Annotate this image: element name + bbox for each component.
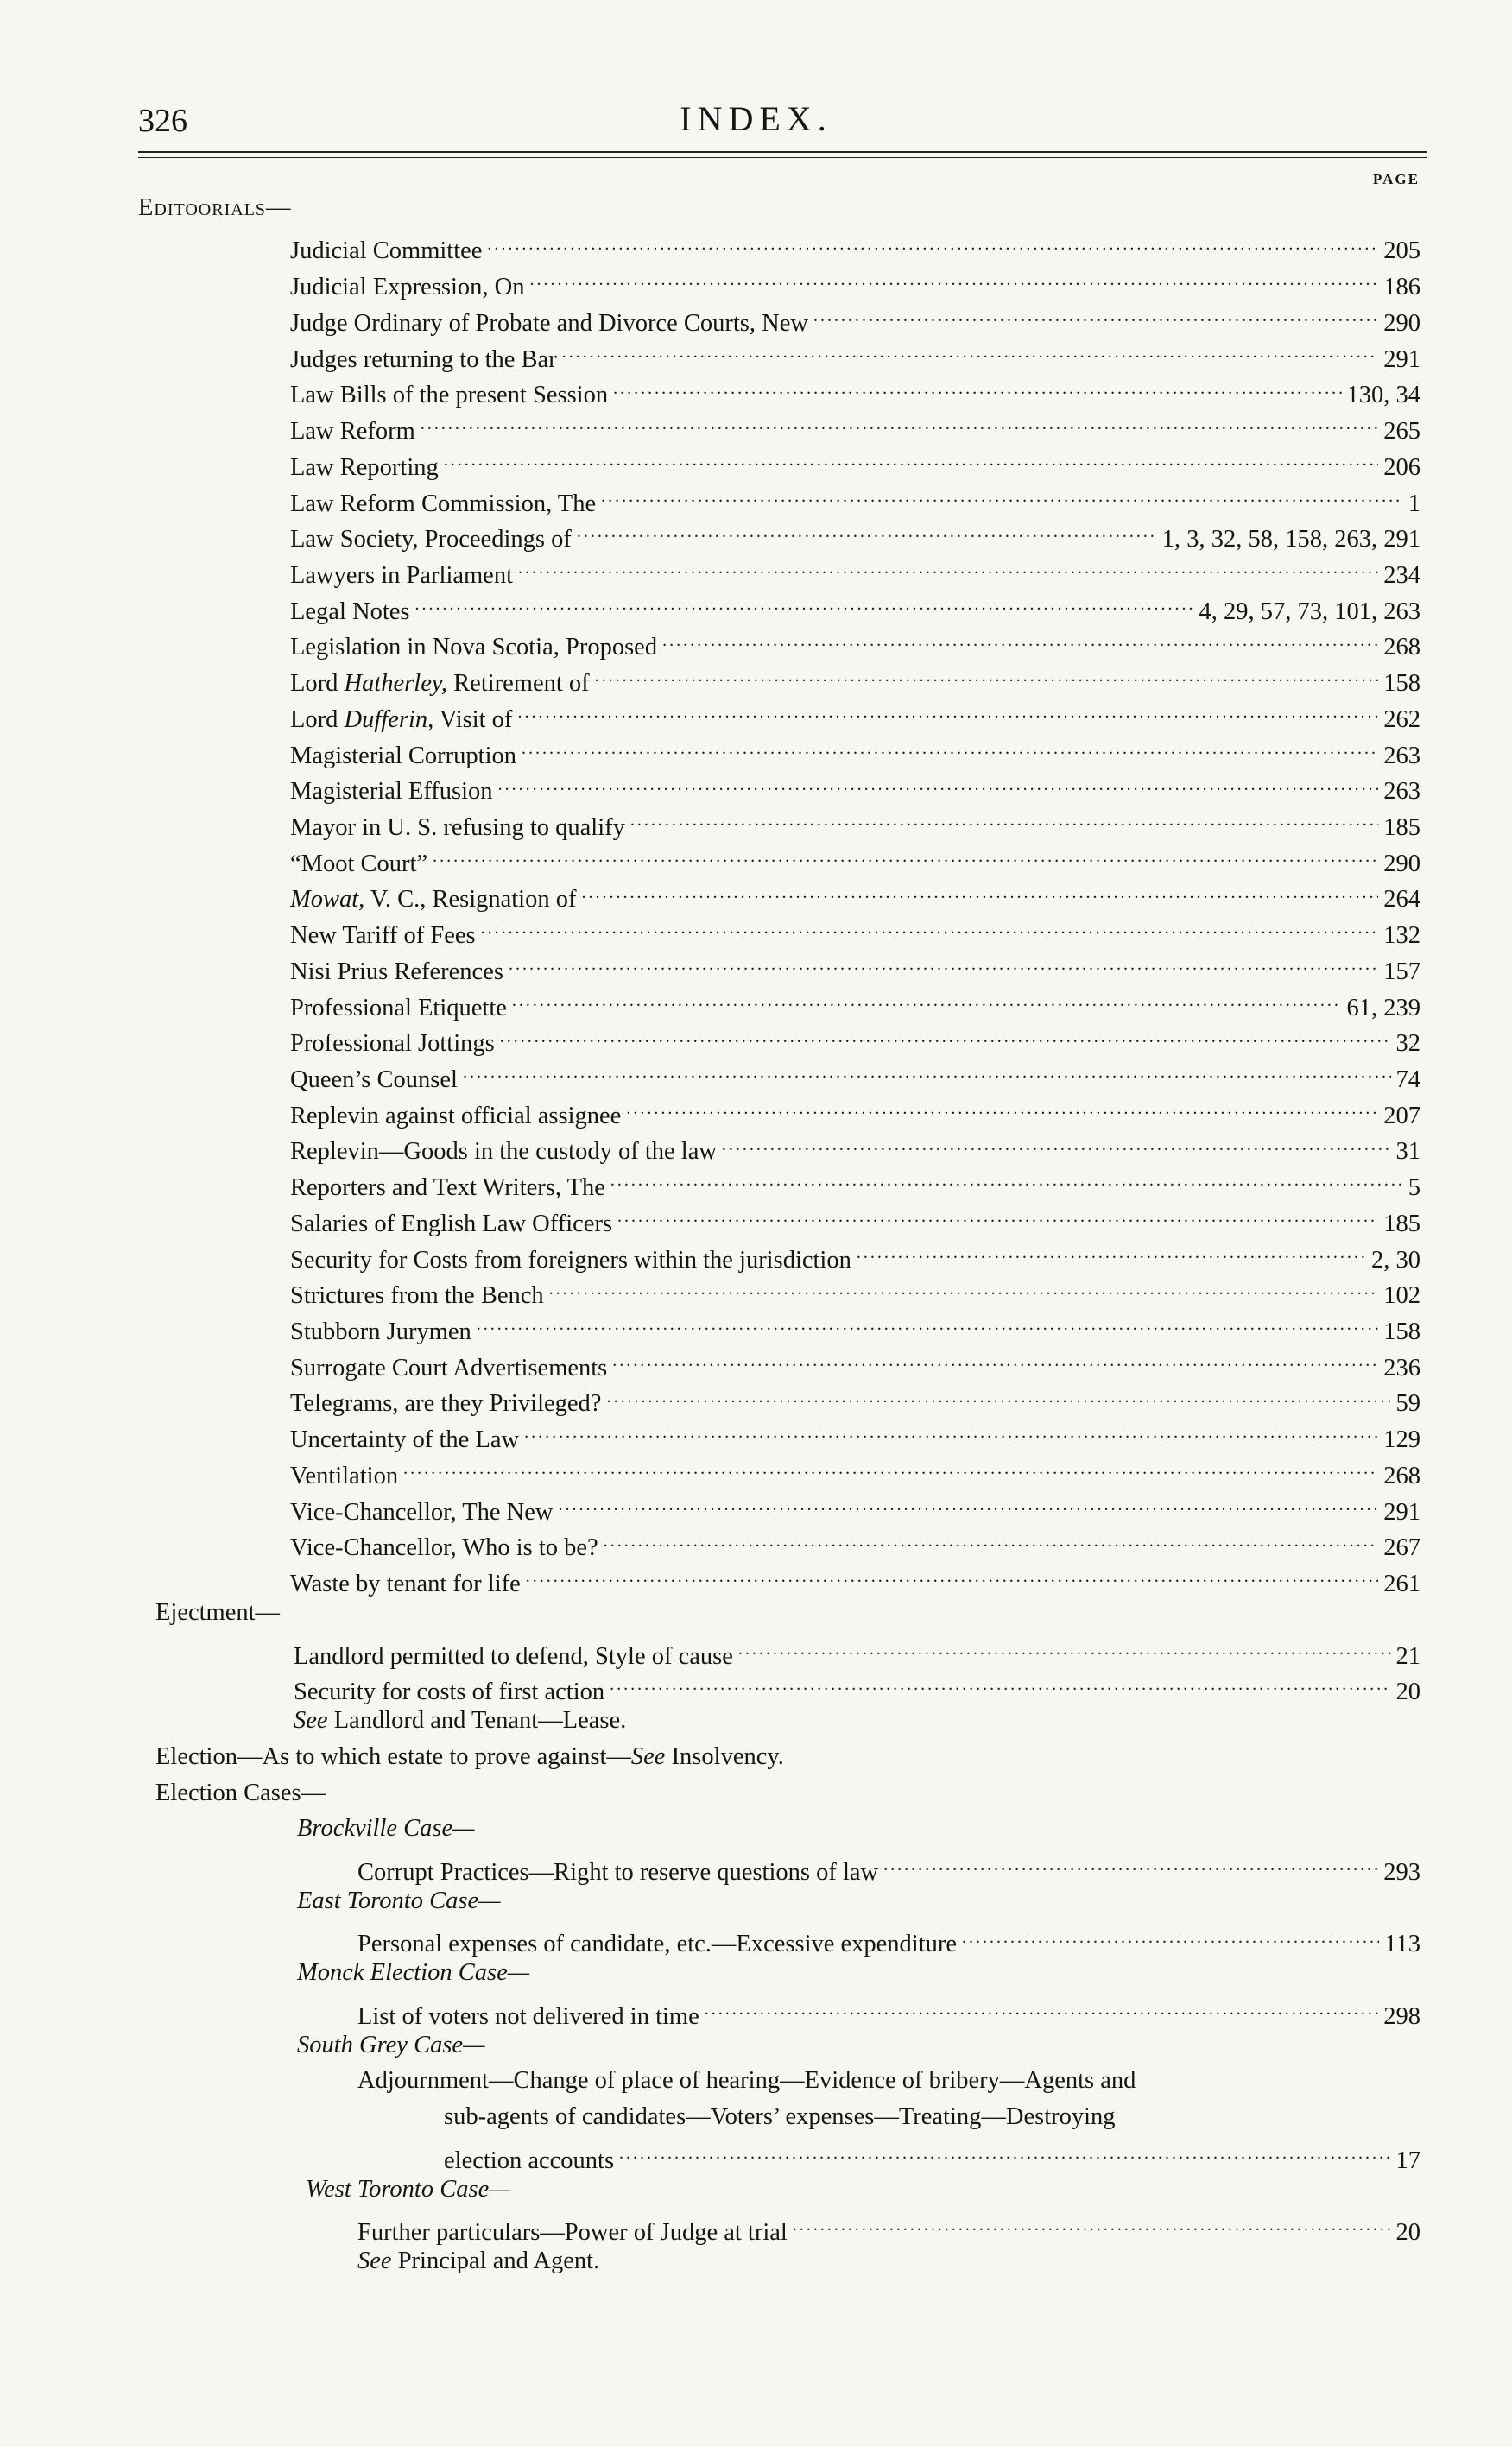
entry-text-part: Lawyers in Parliament: [290, 561, 514, 589]
page-reference: 102: [1383, 1282, 1420, 1310]
page-reference: 185: [1383, 813, 1420, 841]
entry-text: [290, 418, 415, 446]
entry-text: [297, 1959, 529, 1987]
index-entry: [0, 662, 1420, 699]
entry-text: [290, 562, 513, 590]
index-entry: [0, 1383, 1420, 1420]
entry-text-part: Lord: [290, 705, 345, 733]
entry-text: [290, 1318, 471, 1346]
index-entry: [0, 1023, 1420, 1059]
page-reference: 205: [1383, 237, 1420, 265]
entry-text: [290, 778, 493, 806]
page-reference: 290: [1383, 309, 1420, 337]
index-entry: [0, 1419, 1420, 1455]
entry-text: [294, 1679, 604, 1706]
page-reference: 265: [1383, 418, 1420, 446]
page-reference: 298: [1383, 2002, 1420, 2030]
index-entry: [0, 518, 1420, 554]
index-entry: [0, 1311, 1420, 1347]
index-entry: [0, 2103, 1420, 2140]
entry-text-part: Adjournment—Change of place of hearing—Evidence of bribery—Agents and: [357, 2067, 1136, 2095]
index-entry: [0, 843, 1420, 879]
entry-text-rest: V. C., Resignation of: [364, 886, 577, 914]
dot-leader: [524, 1419, 1378, 1447]
page-reference: 2, 30: [1371, 1246, 1420, 1274]
page-reference: 17: [1395, 2147, 1420, 2174]
entry-text: [290, 1066, 458, 1094]
page-reference: 206: [1383, 453, 1420, 481]
index-entry: [0, 1995, 1420, 2032]
dot-leader: [477, 1311, 1378, 1339]
index-entry: [0, 1167, 1420, 1203]
entry-text: [290, 1174, 605, 1202]
page-reference: 291: [1383, 345, 1420, 373]
entry-text: [290, 1138, 717, 1166]
index-entry: [0, 1815, 1420, 1851]
index-entry: [0, 1959, 1420, 1995]
page-reference: 158: [1383, 670, 1420, 698]
entry-text-part: Law Society, Proceedings of: [290, 526, 572, 553]
entry-text-part: Security for costs of first action: [294, 1679, 605, 1706]
entry-text: [357, 2248, 599, 2275]
entry-text: [290, 922, 476, 950]
index-entry: [0, 1671, 1420, 1707]
page-reference: 129: [1383, 1426, 1420, 1454]
entry-text-rest: Retirement of: [447, 670, 590, 698]
entry-text-part: Law Bills of the present Session: [290, 382, 609, 409]
page-reference: 234: [1383, 561, 1420, 589]
page-reference: 262: [1383, 705, 1420, 733]
entry-text-part: New Tariff of Fees: [290, 922, 476, 950]
entry-text-part: Corrupt Practices—Right to reserve questions of law: [357, 1858, 879, 1886]
dot-leader: [526, 1563, 1378, 1591]
page-reference: 291: [1383, 1498, 1420, 1526]
entry-text-part: Telegrams, are they Privileged?: [290, 1390, 602, 1418]
dot-leader: [421, 410, 1378, 439]
page-reference: 4, 29, 57, 73, 101, 263: [1199, 598, 1420, 625]
entry-text: [290, 310, 808, 338]
entry-text-part: Judges returning to the Bar: [290, 345, 557, 373]
page-reference: 293: [1383, 1858, 1420, 1886]
entry-text: [290, 706, 512, 734]
entry-text: [290, 1534, 598, 1562]
entry-text: [290, 526, 572, 553]
dot-leader: [558, 1491, 1378, 1520]
entry-italic: See: [357, 2247, 392, 2274]
header-rule-thin: [138, 157, 1427, 158]
index-entry: [0, 2032, 1420, 2068]
entry-text-part: “Moot Court”: [290, 850, 428, 877]
dot-leader: [601, 483, 1403, 511]
page-reference: 1: [1408, 490, 1420, 517]
entry-text: [297, 1815, 475, 1843]
dot-leader: [630, 806, 1378, 835]
dot-leader: [722, 1131, 1391, 1160]
entry-text-part: Strictures from the Bench: [290, 1282, 544, 1310]
entry-text-part: Personal expenses of candidate, etc.—Excessive expenditure: [357, 1931, 958, 1958]
entry-text-part: Vice-Chancellor, Who is to be?: [290, 1534, 598, 1562]
dot-leader: [604, 1527, 1379, 1556]
index-entry: [0, 1455, 1420, 1491]
dot-leader: [962, 1924, 1379, 1952]
index-entry: [0, 375, 1420, 411]
page-reference: 130, 34: [1346, 382, 1420, 409]
page-reference: 207: [1383, 1102, 1420, 1129]
index-entry: [0, 302, 1420, 338]
dot-leader: [549, 1275, 1379, 1304]
page-reference: 74: [1395, 1066, 1420, 1094]
dot-leader: [883, 1851, 1378, 1880]
entry-text: [290, 1499, 553, 1527]
index-entry: [0, 591, 1420, 627]
entry-text-part: Law Reporting: [290, 453, 439, 481]
entry-text-part: Judge Ordinary of Probate and Divorce Courts, New: [290, 309, 808, 337]
entry-text-part: sub-agents of candidates—Voters’ expenses—Treating—Destroying: [444, 2103, 1116, 2131]
dot-leader: [606, 1383, 1390, 1412]
dot-leader: [793, 2211, 1391, 2240]
index-entry: [0, 410, 1420, 446]
dot-leader: [517, 699, 1378, 727]
entry-text-part: Judicial Expression, On: [290, 274, 525, 301]
entry-text: [138, 194, 292, 222]
entry-text: [290, 490, 596, 518]
entry-text: [290, 346, 557, 374]
index-entry: [0, 231, 1420, 267]
entry-text: [290, 886, 576, 914]
entry-text-part: Professional Etiquette: [290, 994, 507, 1021]
dot-leader: [857, 1239, 1366, 1268]
index-entry: [0, 914, 1420, 951]
page-reference: 267: [1383, 1534, 1420, 1562]
index-entry: [0, 1059, 1420, 1095]
entry-text-part: List of voters not delivered in time: [357, 2002, 699, 2030]
dot-leader: [463, 1059, 1391, 1087]
index-entry: [0, 1131, 1420, 1167]
entry-text: [357, 2219, 788, 2247]
index-entry: [0, 554, 1420, 591]
entry-text-part: Editoorials—: [138, 194, 292, 221]
dot-leader: [500, 1023, 1391, 1052]
entry-text-part: Legislation in Nova Scotia, Proposed: [290, 634, 658, 661]
entry-text: [290, 598, 410, 626]
entry-text-part: Uncertainty of the Law: [290, 1426, 520, 1454]
index-entry: [0, 1851, 1420, 1887]
index-entry: [0, 1924, 1420, 1960]
entry-text-part: Magisterial Corruption: [290, 742, 516, 769]
dot-leader: [487, 231, 1378, 259]
page-reference: 31: [1395, 1138, 1420, 1166]
entry-text: [290, 634, 657, 661]
entry-text: [290, 850, 427, 878]
dot-leader: [577, 518, 1157, 547]
dot-leader: [481, 914, 1379, 943]
dot-leader: [498, 771, 1379, 800]
dot-leader: [509, 951, 1378, 979]
dot-leader: [403, 1455, 1378, 1483]
index-entry: [0, 627, 1420, 663]
entry-text-part: Surrogate Court Advertisements: [290, 1354, 608, 1382]
index-entry: [0, 771, 1420, 807]
index-entry: [0, 1527, 1420, 1564]
entry-text: [444, 2147, 614, 2175]
index-entry: [0, 2176, 1420, 2212]
entry-text-part: Waste by tenant for life: [290, 1571, 521, 1598]
dot-leader: [613, 375, 1341, 403]
index-entry: [0, 1743, 1420, 1780]
page-reference: 185: [1383, 1210, 1420, 1237]
entry-text: [290, 1030, 495, 1058]
entry-text: [297, 1887, 500, 1915]
entry-text-rest: Landlord and Tenant—Lease.: [327, 1707, 627, 1735]
index-entry: [0, 1780, 1420, 1816]
index-entry: [0, 735, 1420, 771]
entry-text: [290, 274, 525, 301]
index-entry: [0, 2140, 1420, 2176]
entry-italic: Hatherley,: [344, 670, 448, 698]
entry-text-part: Professional Jottings: [290, 1030, 495, 1058]
entry-text: [155, 1780, 326, 1807]
dot-leader: [530, 266, 1379, 294]
page-reference: 20: [1395, 1679, 1420, 1706]
dot-leader: [612, 1347, 1378, 1375]
page-column-label: PAGE: [1373, 171, 1420, 187]
entry-text-part: Election Cases—: [155, 1779, 326, 1806]
index-entry: [0, 338, 1420, 375]
entry-text: [294, 1707, 626, 1735]
index-entry: [0, 1599, 1420, 1635]
page-reference: 32: [1395, 1030, 1420, 1058]
dot-leader: [522, 735, 1378, 763]
entry-text: [290, 382, 608, 409]
index-entry: [0, 266, 1420, 302]
dot-leader: [610, 1167, 1403, 1195]
entry-text: [290, 1247, 851, 1274]
index-entry: [0, 194, 1420, 231]
index-entry: [0, 1203, 1420, 1239]
index-entry: [0, 1239, 1420, 1275]
entry-text: [357, 2003, 699, 2031]
entry-text-part: Magisterial Effusion: [290, 778, 493, 806]
page-reference: 158: [1383, 1318, 1420, 1346]
page-reference: 20: [1395, 2219, 1420, 2247]
entry-text: [357, 2067, 1136, 2095]
dot-leader: [415, 591, 1194, 619]
index-entry: [0, 1095, 1420, 1131]
entry-text-rest: Visit of: [433, 705, 513, 733]
entry-text: [290, 1103, 621, 1130]
dot-leader: [705, 1995, 1379, 2024]
dot-leader: [813, 302, 1378, 331]
dot-leader: [595, 662, 1379, 691]
page-number: 326: [138, 103, 187, 139]
entry-text-part: Security for Costs from foreigners within the jurisdiction: [290, 1246, 851, 1274]
dot-leader: [662, 627, 1378, 655]
index-entry: [0, 1275, 1420, 1312]
index-entry: [0, 699, 1420, 735]
page-reference: 59: [1395, 1390, 1420, 1418]
entry-text: [290, 1390, 601, 1418]
entry-text-part: Replevin against official assignee: [290, 1102, 622, 1129]
index-entry: [0, 2067, 1420, 2103]
entry-text-part: Queen’s Counsel: [290, 1066, 458, 1094]
entry-text-rest: Principal and Agent.: [391, 2247, 600, 2274]
index-entry: [0, 1635, 1420, 1672]
entry-text-part: Ejectment—: [155, 1599, 281, 1627]
page-reference: 268: [1383, 634, 1420, 661]
entry-text-part: Lord: [290, 670, 345, 698]
index-entry: [0, 1707, 1420, 1743]
entry-text: [290, 237, 482, 265]
entry-text-part: Nisi Prius References: [290, 958, 503, 985]
dot-leader: [619, 2140, 1390, 2168]
index-entry: [0, 483, 1420, 519]
dot-leader: [738, 1635, 1391, 1664]
dot-leader: [433, 843, 1378, 871]
dot-leader: [512, 987, 1342, 1015]
index-entry: [0, 806, 1420, 843]
entry-text: [357, 1859, 878, 1887]
entry-text-part: Election—As to which estate to prove against—: [155, 1742, 631, 1770]
entry-text: [155, 1743, 784, 1771]
entry-text: [290, 995, 507, 1022]
entry-italic: Brockville Case—: [297, 1815, 475, 1843]
dot-leader: [562, 338, 1379, 367]
entry-text-part: Law Reform: [290, 418, 415, 446]
page-reference: 264: [1383, 886, 1420, 914]
entry-text: [290, 958, 503, 986]
dot-leader: [626, 1095, 1378, 1123]
entry-text: [290, 670, 590, 698]
page-reference: 268: [1383, 1462, 1420, 1489]
entry-text-part: Judicial Committee: [290, 237, 483, 265]
entry-text-part: Legal Notes: [290, 598, 410, 625]
page-reference: 132: [1383, 922, 1420, 950]
entry-text: [155, 1599, 280, 1627]
entry-italic: Monck Election Case—: [297, 1959, 530, 1987]
index-entry: [0, 2211, 1420, 2248]
page-reference: 61, 239: [1346, 994, 1420, 1021]
index-entry: [0, 987, 1420, 1023]
entry-text: [290, 1355, 607, 1382]
dot-leader: [581, 879, 1378, 907]
page-reference: 113: [1384, 1931, 1420, 1958]
index-entry: [0, 446, 1420, 483]
entry-text-part: Further particulars—Power of Judge at trial: [357, 2219, 788, 2247]
index-entry: [0, 1347, 1420, 1383]
entry-text: [290, 743, 516, 770]
entry-italic: West Toronto Case—: [306, 2175, 511, 2203]
entry-italic: Dufferin,: [344, 705, 434, 733]
entry-italic: East Toronto Case—: [297, 1887, 501, 1914]
header-rule: [138, 151, 1427, 153]
entry-text: [290, 1282, 544, 1310]
index-entries: [0, 194, 1512, 2284]
entry-text: [444, 2103, 1116, 2131]
entry-italic: See: [294, 1707, 328, 1735]
page-reference: 186: [1383, 274, 1420, 301]
entry-text: [290, 814, 625, 842]
page-reference: 236: [1383, 1354, 1420, 1382]
page-reference: 5: [1408, 1174, 1420, 1202]
entry-text-part: Landlord permitted to defend, Style of cause: [294, 1642, 733, 1670]
entry-text-part: Ventilation: [290, 1462, 399, 1489]
entry-text: [306, 2176, 511, 2204]
entry-text: [290, 1211, 612, 1238]
entry-text: [290, 1463, 398, 1490]
page-reference: 263: [1383, 742, 1420, 769]
index-entry: [0, 879, 1420, 915]
index-entry: [0, 1491, 1420, 1527]
entry-text-part: Vice-Chancellor, The New: [290, 1498, 554, 1526]
index-entry: [0, 2248, 1420, 2284]
entry-text: [357, 1931, 957, 1958]
page-reference: 261: [1383, 1571, 1420, 1598]
dot-leader: [444, 446, 1378, 475]
entry-italic: South Grey Case—: [297, 2031, 485, 2058]
entry-text-part: Stubborn Jurymen: [290, 1318, 471, 1346]
entry-text-part: Mayor in U. S. refusing to qualify: [290, 813, 625, 841]
page-reference: 290: [1383, 850, 1420, 877]
index-entry: [0, 1887, 1420, 1924]
page-reference: 1, 3, 32, 58, 158, 263, 291: [1161, 526, 1420, 553]
entry-italic: See: [630, 1742, 666, 1770]
entry-text: [297, 2032, 484, 2059]
entry-text-part: Replevin—Goods in the custody of the law: [290, 1138, 717, 1166]
entry-text-part: Reporters and Text Writers, The: [290, 1174, 605, 1202]
page-reference: 263: [1383, 778, 1420, 806]
entry-text: [290, 1571, 521, 1598]
dot-leader: [617, 1203, 1378, 1231]
entry-text: [290, 1426, 519, 1454]
entry-text: [290, 454, 439, 482]
page-reference: 21: [1395, 1642, 1420, 1670]
entry-text: [294, 1643, 733, 1671]
entry-italic: Mowat,: [290, 886, 365, 914]
dot-leader: [518, 554, 1378, 583]
page-title: INDEX.: [680, 99, 832, 138]
index-entry: [0, 1563, 1420, 1599]
entry-text-part: Law Reform Commission, The: [290, 490, 597, 517]
entry-text-part: election accounts: [444, 2147, 615, 2174]
entry-text-rest: Insolvency.: [665, 1742, 784, 1770]
index-entry: [0, 951, 1420, 987]
dot-leader: [610, 1671, 1390, 1699]
page-reference: 157: [1383, 958, 1420, 985]
entry-text-part: Salaries of English Law Officers: [290, 1210, 613, 1237]
